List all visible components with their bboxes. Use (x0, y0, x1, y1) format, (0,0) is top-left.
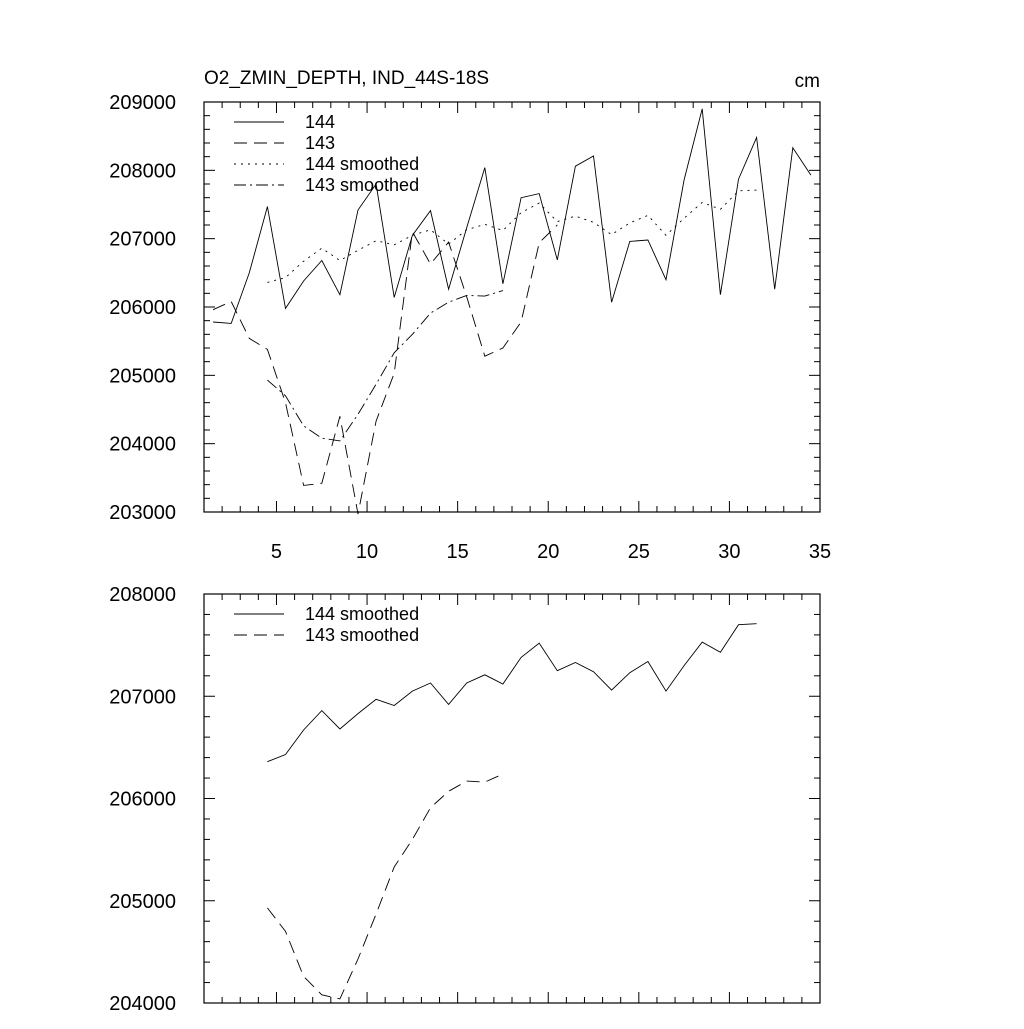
legend-label: 143 (305, 133, 336, 153)
y-tick-label: 204000 (109, 433, 176, 456)
x-tick-label: 35 (808, 541, 832, 563)
plot-frame (204, 594, 820, 1003)
y-tick-label: 205000 (109, 890, 176, 913)
y-tick-label: 206000 (109, 297, 176, 319)
legend-label: 143 smoothed (305, 175, 420, 195)
y-tick-label: 208000 (109, 584, 176, 606)
series-line (267, 774, 503, 999)
x-tick-label: 5 (270, 541, 283, 563)
x-tick-label: 30 (718, 541, 741, 563)
chart-title: O2_ZMIN_DEPTH, IND_44S-18S (204, 68, 490, 89)
y-tick-label: 204000 (109, 993, 176, 1015)
legend-label: 144 smoothed (305, 154, 420, 174)
top-panel (109, 92, 831, 563)
x-tick-label: 10 (355, 541, 379, 563)
y-tick-label: 209000 (109, 92, 176, 114)
series-line (213, 225, 557, 514)
series-line (213, 109, 811, 324)
x-tick-label: 25 (627, 541, 650, 563)
series-line (267, 291, 503, 441)
bottom-panel (109, 584, 820, 1015)
series-line (267, 190, 756, 282)
y-tick-label: 206000 (109, 788, 176, 811)
legend-label: 144 smoothed (305, 604, 420, 624)
y-tick-label: 208000 (109, 160, 176, 183)
y-tick-label: 207000 (109, 228, 176, 251)
legend-label: 143 smoothed (305, 625, 420, 645)
legend-label: 144 (305, 112, 336, 132)
y-tick-label: 203000 (109, 502, 176, 524)
x-tick-label: 15 (446, 541, 469, 563)
x-tick-label: 20 (537, 541, 560, 563)
units-label: cm (794, 71, 820, 92)
y-tick-label: 205000 (109, 365, 176, 388)
y-tick-label: 207000 (109, 686, 176, 709)
